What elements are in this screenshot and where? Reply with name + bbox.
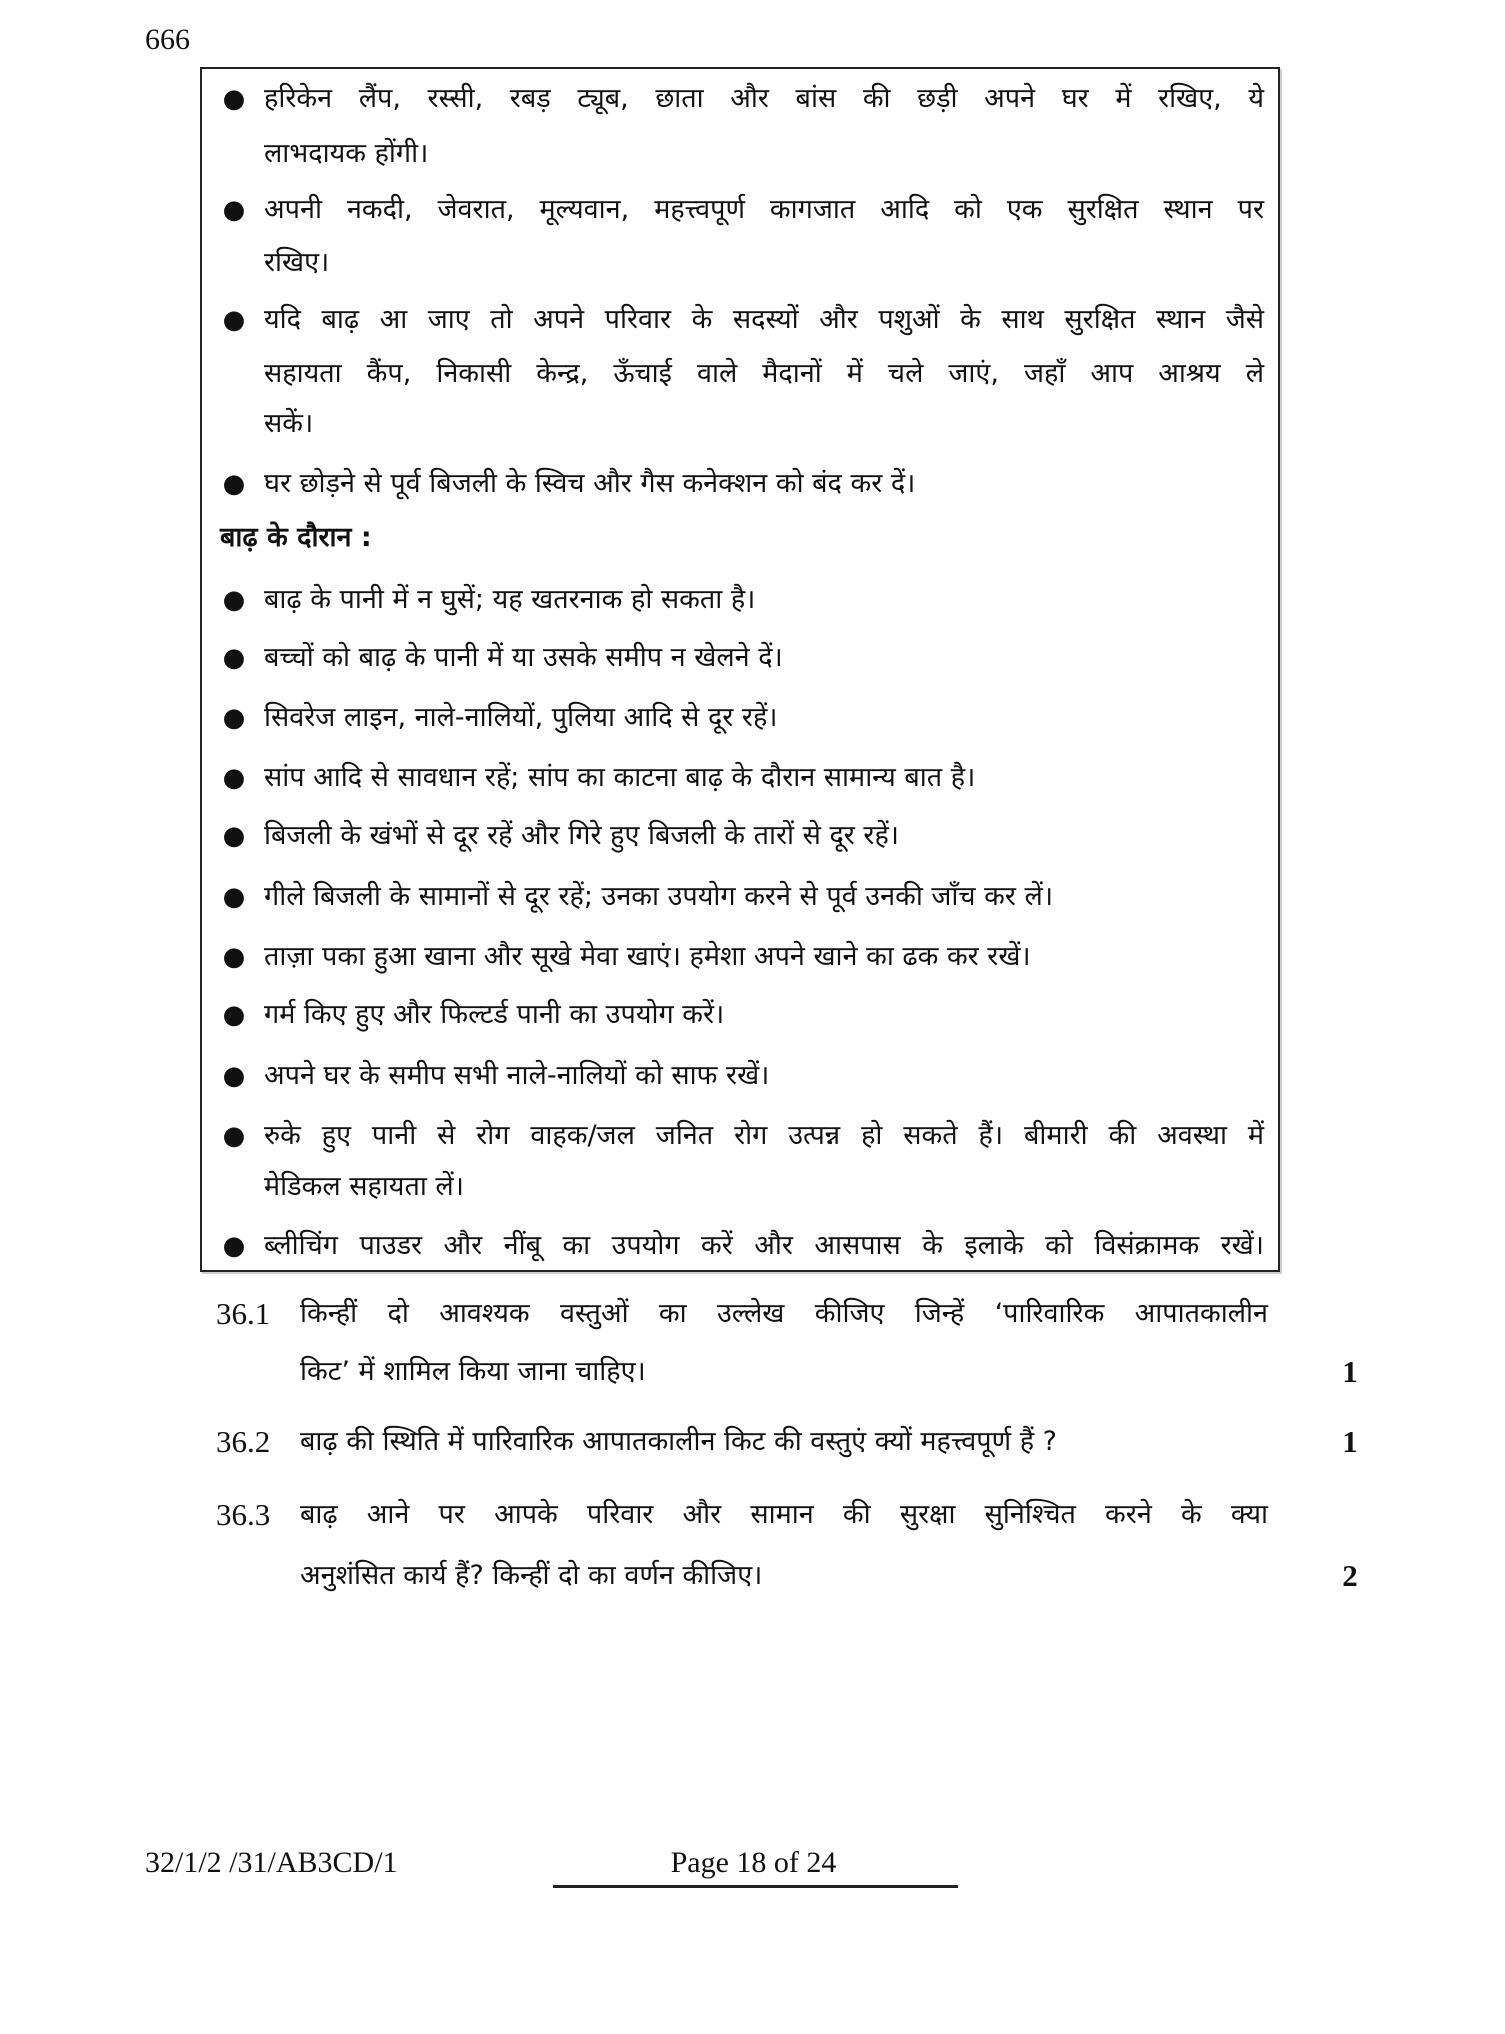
question-number: 36.3 (216, 1497, 271, 1532)
list-item-text: ताज़ा पका हुआ खाना और सूखे मेवा खाएं। हमेशा अपने खाने का ढक कर रखें। (264, 941, 1031, 972)
question-line (0, 1412, 1505, 1472)
bullet-icon: ● (222, 195, 246, 225)
bullet-icon: ● (222, 882, 246, 912)
list-item (202, 807, 1278, 865)
list-item (202, 455, 1278, 513)
list-item-continuation (202, 234, 1278, 292)
paper-code: 32/1/2 /31/AB3CD/1 (145, 1846, 398, 1879)
question-text: किन्हीं दो आवश्यक वस्तुओं का उल्लेख कीजिए जिन्हें ‘पारिवारिक आपातकालीन (300, 1298, 1268, 1329)
list-item-text: रखिए। (264, 247, 330, 278)
list-item-text: मेडिकल सहायता लें। (264, 1171, 464, 1202)
list-item-continuation (202, 125, 1278, 183)
question-number: 36.2 (216, 1424, 271, 1459)
section-heading-during-flood: बाढ़ के दौरान : (220, 522, 372, 553)
question-number: 36.1 (216, 1296, 271, 1331)
list-item-text: घर छोड़ने से पूर्व बिजली के स्विच और गैस कनेक्शन को बंद कर दें। (264, 468, 916, 499)
bullet-icon: ● (222, 1231, 246, 1261)
list-item (202, 928, 1278, 986)
list-item (202, 181, 1278, 239)
bullet-icon: ● (222, 305, 246, 335)
question-line (0, 1546, 1505, 1606)
list-item-text: बिजली के खंभों से दूर रहें और गिरे हुए बिजली के तारों से दूर रहें। (264, 820, 900, 851)
question-marks: 1 (1342, 1424, 1358, 1459)
question-text: बाढ़ की स्थिति में पारिवारिक आपातकालीन किट की वस्तुएं क्यों महत्त्वपूर्ण हैं ? (300, 1426, 1057, 1457)
bullet-icon: ● (222, 1061, 246, 1091)
footer-underline (553, 1885, 958, 1888)
question-text: किट’ में शामिल किया जाना चाहिए। (300, 1356, 646, 1387)
bullet-icon: ● (222, 84, 246, 114)
question-line (0, 1284, 1505, 1344)
list-item (202, 986, 1278, 1044)
list-item (202, 571, 1278, 629)
question-line (0, 1485, 1505, 1545)
list-item (202, 629, 1278, 687)
list-item-text: सकें। (264, 408, 314, 439)
list-item (202, 291, 1278, 349)
bullet-icon: ● (222, 703, 246, 733)
bullet-icon: ● (222, 1000, 246, 1030)
page-number-label: 666 (145, 23, 190, 56)
list-item-text: सिवरेज लाइन, नाले-नालियों, पुलिया आदि से दूर रहें। (264, 702, 778, 733)
section-heading-row (202, 509, 1278, 567)
question-marks: 2 (1342, 1558, 1358, 1593)
bullet-icon: ● (222, 821, 246, 851)
page-indicator: Page 18 of 24 (670, 1846, 837, 1879)
bullet-icon: ● (222, 585, 246, 615)
list-item-text: बच्चों को बाढ़ के पानी में या उसके समीप न खेलने दें। (264, 642, 783, 673)
list-item-text: गीले बिजली के सामानों से दूर रहें; उनका उपयोग करने से पूर्व उनकी जाँच कर लें। (264, 881, 1054, 912)
bullet-icon: ● (222, 643, 246, 673)
list-item (202, 70, 1278, 128)
list-item-text: अपने घर के समीप सभी नाले-नालियों को साफ रखें। (264, 1060, 770, 1091)
bullet-icon: ● (222, 763, 246, 793)
bullet-icon: ● (222, 942, 246, 972)
list-item-text: लाभदायक होंगी। (264, 138, 429, 169)
question-line (0, 1342, 1505, 1402)
list-item (202, 1107, 1278, 1165)
bullet-icon: ● (222, 1121, 246, 1151)
list-item (202, 749, 1278, 807)
list-item (202, 1047, 1278, 1105)
list-item-text: गर्म किए हुए और फिल्टर्ड पानी का उपयोग करें। (264, 999, 725, 1030)
question-text: अनुशंसित कार्य हैं? किन्हीं दो का वर्णन कीजिए। (300, 1560, 763, 1591)
list-item (202, 1217, 1278, 1275)
question-marks: 1 (1342, 1354, 1358, 1389)
list-item (202, 689, 1278, 747)
list-item-text: ब्लीचिंग पाउडर और नींबू का उपयोग करें और आसपास के इलाके को विसंक्रामक रखें। (264, 1230, 1264, 1261)
list-item-text: रुके हुए पानी से रोग वाहक/जल जनित रोग उत्पन्न हो सकते हैं। बीमारी की अवस्था में (264, 1120, 1264, 1151)
list-item-text: सांप आदि से सावधान रहें; सांप का काटना बाढ़ के दौरान सामान्य बात है। (264, 762, 976, 793)
flood-safety-info-box (200, 67, 1280, 1272)
list-item-text: बाढ़ के पानी में न घुसें; यह खतरनाक हो सकता है। (264, 584, 756, 615)
list-item-continuation (202, 395, 1278, 453)
list-item-text: हरिकेन लैंप, रस्सी, रबड़ ट्यूब, छाता और बांस की छड़ी अपने घर में रखिए, ये (264, 83, 1264, 114)
bullet-icon: ● (222, 469, 246, 499)
list-item-continuation (202, 1158, 1278, 1216)
list-item-text: यदि बाढ़ आ जाए तो अपने परिवार के सदस्यों और पशुओं के साथ सुरक्षित स्थान जैसे (264, 304, 1264, 335)
list-item-text: अपनी नकदी, जेवरात, मूल्यवान, महत्त्वपूर्ण कागजात आदि को एक सुरक्षित स्थान पर (264, 194, 1264, 225)
list-item (202, 868, 1278, 926)
question-text: बाढ़ आने पर आपके परिवार और सामान की सुरक्षा सुनिश्चित करने के क्या (300, 1499, 1268, 1530)
list-item-text: सहायता कैंप, निकासी केन्द्र, ऊँचाई वाले मैदानों में चले जाएं, जहाँ आप आश्रय ले (264, 358, 1264, 389)
